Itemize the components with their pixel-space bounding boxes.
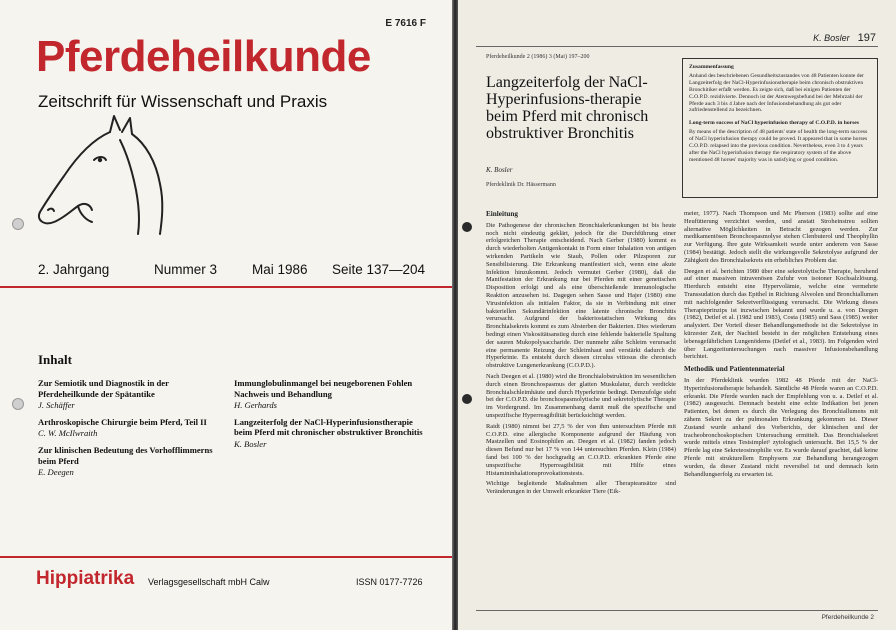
issue-pages: Seite 137—204: [332, 262, 426, 277]
running-head: [813, 32, 876, 44]
header-rule: [476, 46, 878, 47]
binder-ring-icon: [12, 218, 24, 230]
issue-number: Nummer 3: [154, 262, 218, 277]
section-heading-methodik: Methodik und Patientenmaterial: [684, 365, 785, 374]
abstract-en-text: By means of the description of 48 patients' state of health the long-term success of NaCl hyperinfusion therapy could be proved. It appeared that in some horses C.O.P.D. relapsed into the previous condition. Nevertheless, even 3 to 4 years after the NaCl hyperinfusion therapy the respiratory system of the above mentioned 48 horses' majority was in satisfying or good condition.: [689, 129, 868, 163]
journal-title: Pferdeheilkunde: [36, 32, 371, 81]
toc-heading: Inhalt: [38, 352, 72, 367]
toc-entry-title: Langzeiterfolg der NaCl-Hyperinfusionstherapie beim Pferd mit chronischer obstruktiver Bronchitis: [234, 416, 423, 438]
page-footer: Pferdeheilkunde 2: [821, 614, 874, 621]
horse-head-logo: [14, 110, 174, 240]
paragraph: meier, 1977). Nach Thompson und Mc Pherson (1983) sollte auf eine Heufütterung verzichtet werden, und anstatt Stroheinstreu sollten alternative Möglichkeiten in Betracht gezogen werden. Zur medikamentösen Bronchospasmolyse stehen Clenbuterol und Theophyllin zur Verfügung. Ihre gute Wirksamkeit wurde unter anderem von Sasse (1984) bestätigt. Jedoch stellt die wirkungsvolle Sekretolyse aufgrund der Zähigkeit des Bronchialsekrets ein erhebliches Problem dar.: [684, 210, 878, 264]
article-author: K. Bosler: [486, 166, 513, 174]
toc-entry-author: J. Schäffer: [38, 400, 75, 411]
section-heading-einleitung: Einleitung: [486, 210, 518, 218]
paragraph: Die Pathogenese der chronischen Bronchialerkrankungen ist bis heute noch nicht eindeutig geklärt, jedoch für die Durchführung einer erfolgreichen Therapie entscheidend. Nach Gerber (1980) kommt es durch wiederholten Antigenkontakt in Form einer Inhalation von antigen wirkenden Partikeln wie Staub, Pollen oder Pilzsporen zur Sensibilisierung. Die Erkrankung manifestiert sich, wenn eine akute Infektion hinzukommt. Jedoch vermutet Gerber (1980), daß die Manifestation der Erkrankung nur bei Pferden mit einer genetischen Disposition erfolgt und als eine überschießende immunologische Reaktion anzusehen ist. Dagegen sehen Sasse und Hajer (1980) eine Virusinfektion als initialen Faktor, da sie in Verbindung mit einer bakteriellen Sekundärinfektion eine latente chronische Bronchitis verursacht. Aufgrund der bakteriostatischen Wirkung des Bronchialsekrets kommt es zum Absterben der Bakterien. Dies wiederum bedingt einen Viskositätsanstieg durch eine fehlende bakterielle Spaltung der sauren Mukopolysaccharide. Der nunmehr zähe Schleim verursacht eine permanente Reizung der Schleimhaut und verstärkt dadurch die Hyperkrinie. Es entsteht durch diesen circulus vitiosus die chronisch obstruktive Lungenerkrankung (C.O.P.D.).: [486, 221, 676, 370]
toc-entry-author: K. Bosler: [234, 438, 267, 449]
binder-ring-icon: [12, 398, 24, 410]
toc-entry-author: C. W. McIlwraith: [38, 428, 98, 439]
footer-rule: [476, 610, 878, 611]
toc-right-column: [234, 378, 430, 456]
issue-date: Mai 1986: [252, 262, 308, 277]
toc-entry: [38, 445, 230, 478]
red-rule-top: [0, 286, 452, 288]
toc-entry-author: H. Gerhards: [234, 400, 277, 411]
issn: ISSN 0177-7726: [356, 577, 423, 587]
affiliation: Pferdeklinik Dr. Hässermann: [486, 182, 556, 188]
article-title: Langzeiterfolg der NaCl-Hyperinfusions-therapie beim Pferd mit chronisch obstruktiver Bronchitis: [486, 74, 649, 142]
punch-hole-icon: [462, 222, 472, 232]
paragraph: Raidt (1980) nimmt bei 27,5 % der von ihm untersuchten Pferde mit C.O.P.D. eine allergische Komponente aufgrund der Häufung von Mastzellen und Eosinophilen an. Deegen et al. (1982) fanden jedoch diesen Befund nur bei 17 % von 144 untersuchten Pferden. Klein (1984) fand bei 100 % der hochgradig an C.O.P.D. erkrankten Pferde eine unspezifische Hyperreagibilität mit Hilfe eines Histamininhalationsprovokationstests.: [486, 422, 676, 477]
article-page: [458, 0, 896, 630]
citation: Pferdeheilkunde 2 (1986) 3 (Mai) 197–200: [486, 54, 590, 60]
abstract-de-heading: Zusammenfassung: [689, 64, 734, 70]
punch-hole-icon: [462, 394, 472, 404]
abstract-de-text: Anhand des beschriebenen Gesundheitszustandes von 48 Patienten konnte der Langzeiterfolg der NaCl-Hyperinfusionstherapie beim chronisch obstruktiven Bronchitiker erfaßt werden. Es zeigte sich, daß bei einigen Patienten der C.O.P.D. rezidivierte. Dennoch ist der Atemwegsbefund bei der Mehrzahl der Pferde auch 3 bis 4 Jahre nach der Infusionsbehandlung als gut oder zufriedenstellend zu bezeichnen.: [689, 72, 864, 114]
toc-entry-title: Arthroskopische Chirurgie beim Pferd, Teil II: [38, 416, 207, 427]
toc-entry: [234, 378, 430, 411]
abstract-box: [682, 58, 878, 198]
issue-year: 2. Jahrgang: [38, 262, 110, 277]
publisher-name: Verlagsgesellschaft mbH Calw: [148, 577, 270, 587]
toc-entry-title: Immunglobulinmangel bei neugeborenen Fohlen Nachweis und Behandlung: [234, 378, 413, 399]
page-number: 197: [857, 32, 876, 44]
running-author: K. Bosler: [813, 33, 850, 43]
toc-entry-title: Zur Semiotik und Diagnostik in der Pferdeheilkunde der Spätantike: [38, 378, 169, 399]
paragraph: In der Pferdeklinik wurden 1982 48 Pferde mit der NaCl-Hyperinfusionstherapie behandelt. Sämtliche 48 Pferde waren an C.O.P.D. erkrankt. Die Pferde wurden nach der Empfehlung von u. a. Detlef et al. (1982) ausgesucht. Demnach besteht eine echte Indikation bei jenen Patienten, bei denen es durch die Verlegung des Bronchiallumens mit zähem Sekret zu der pulmonalen Erkrankung gekommen ist. Dieser Zustand wurde anhand des Vorberichts, der klinischen und der tracheobronchoskopischen Untersuchung ermittelt. Das Bronchialsekret wurde mittels eines Testsimplet¹ zytologisch untersucht. Bei 15,5 % der Pferde lag eine Sekreteosinophilie vor. Es wurde darauf geachtet, daß keine Pferde mit strukturellem Emphysem zur Behandlung herangezogen wurden, da dieser Zustand nicht reversibel ist und demnach kein Behandlungserfolg zu erwarten ist.: [684, 376, 878, 478]
journal-subtitle: Zeitschrift für Wissenschaft und Praxis: [38, 92, 328, 111]
text-column-left: [486, 206, 676, 499]
paragraph: Nach Deegen et al. (1980) wird die Bronchialobstruktion im wesentlichen durch einen Bronchospasmus der glatten Muskulatur, durch verdickte Bronchialschleimhäute und durch Hyperkrinie bedingt. Demzufolge steht bei der C.O.P.D. die bronchospasmolytische und sekretolytische Therapie im Vordergrund. Im Zusammenhang damit muß die spezifische und unspezifische Hyperreagibilität berücksichtigt werden.: [486, 372, 676, 419]
toc-entry-author: E. Deegen: [38, 467, 74, 478]
toc-entry: [38, 378, 230, 411]
toc-entry: [38, 417, 230, 439]
toc-left-column: [38, 378, 230, 484]
toc-entry: [234, 417, 430, 450]
text-column-right: [684, 210, 878, 481]
paragraph: Deegen et al. berichten 1980 über eine sekretolytische Therapie, beruhend auf einer massiven intravenösen Zufuhr von isotoner Kochsalzlösung. Hierdurch entsteht eine Hypervolämie, welche eine vermehrte Transsudation durch das Epithel in Richtung Alveolen und Bronchiallumen mit nachfolgender Sekretverflüssigung verursacht. Die Wirkung dieses Therapieprinzips ist inzwischen bekannt und wurde u. a. von Deegen (1982), Detlef et al. (1982 und 1983), Costa (1985) und Sass (1985) weiter analysiert. Der Vorteil dieser Behandlungsmethode ist die Sekretolyse in kürzester Zeit, der Nachteil besteht in der möglichen Entstehung eines lebensgefährlichen Lungenödems (Detlef et al., 1983). Im Folgenden wird über Langzeituntersuchungen nach massiver Infusionsbehandlung berichtet.: [684, 267, 878, 361]
red-rule-bottom: [0, 556, 452, 558]
paragraph: Wichtige begleitende Maßnahmen aller Therapieansätze sind Veränderungen in der Umwelt erkrankter Tiere (Eik-: [486, 480, 676, 496]
cover-code: E 7616 F: [385, 18, 426, 29]
publisher-logo: Hippiatrika: [36, 568, 135, 589]
abstract-en-heading: Long-term success of NaCl hyperinfusion therapy of C.O.P.D. in horses: [689, 120, 859, 127]
toc-entry-title: Zur klinischen Bedeutung des Vorhofflimmerns beim Pferd: [38, 444, 213, 466]
